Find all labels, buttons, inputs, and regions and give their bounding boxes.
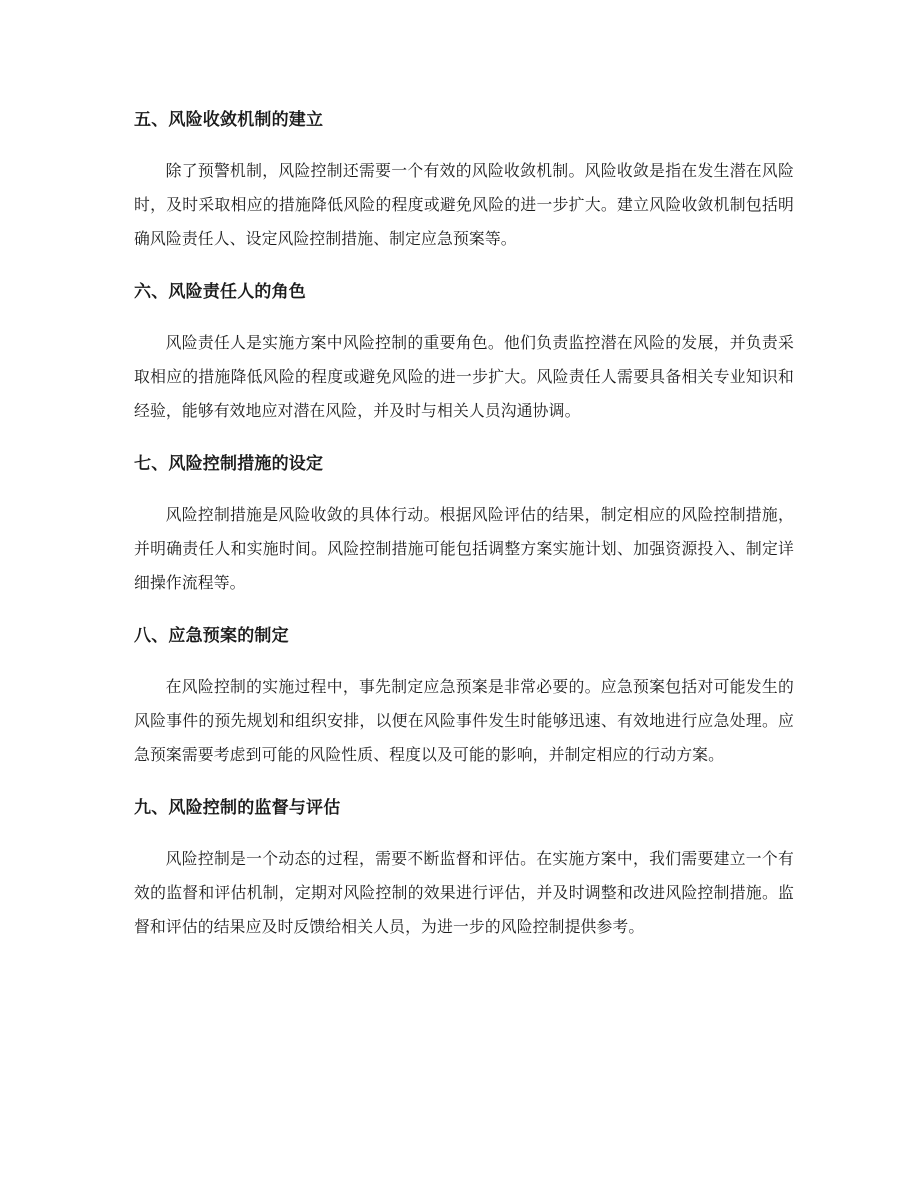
section-paragraph: 风险责任人是实施方案中风险控制的重要角色。他们负责监控潜在风险的发展，并负责采取相应的措施降低风险的程度或避免风险的进一步扩大。风险责任人需要具备相关专业知识和经验，能够有效地应对潜在风险，并及时与相关人员沟通协调。 — [134, 333, 794, 420]
section-6 — [134, 276, 794, 428]
section-heading: 八、应急预案的制定 — [134, 626, 289, 646]
section-8 — [134, 620, 794, 772]
section-paragraph: 在风险控制的实施过程中，事先制定应急预案是非常必要的。应急预案包括对可能发生的风险事件的预先规划和组织安排，以便在风险事件发生时能够迅速、有效地进行应急处理。应急预案需要考虑到可能的风险性质、程度以及可能的影响，并制定相应的行动方案。 — [134, 677, 794, 764]
section-paragraph: 风险控制是一个动态的过程，需要不断监督和评估。在实施方案中，我们需要建立一个有效的监督和评估机制，定期对风险控制的效果进行评估，并及时调整和改进风险控制措施。监督和评估的结果应及时反馈给相关人员，为进一步的风险控制提供参考。 — [134, 849, 794, 936]
section-paragraph: 除了预警机制，风险控制还需要一个有效的风险收敛机制。风险收敛是指在发生潜在风险时，及时采取相应的措施降低风险的程度或避免风险的进一步扩大。建立风险收敛机制包括明确风险责任人、设定风险控制措施、制定应急预案等。 — [134, 161, 794, 248]
section-heading: 七、风险控制措施的设定 — [134, 454, 324, 474]
section-paragraph: 风险控制措施是风险收敛的具体行动。根据风险评估的结果，制定相应的风险控制措施，并明确责任人和实施时间。风险控制措施可能包括调整方案实施计划、加强资源投入、制定详细操作流程等。 — [134, 505, 794, 592]
section-heading: 五、风险收敛机制的建立 — [134, 110, 324, 130]
section-heading: 六、风险责任人的角色 — [134, 282, 306, 302]
section-5 — [134, 104, 794, 256]
section-heading: 九、风险控制的监督与评估 — [134, 798, 341, 818]
section-9 — [134, 792, 794, 944]
section-7 — [134, 448, 794, 600]
